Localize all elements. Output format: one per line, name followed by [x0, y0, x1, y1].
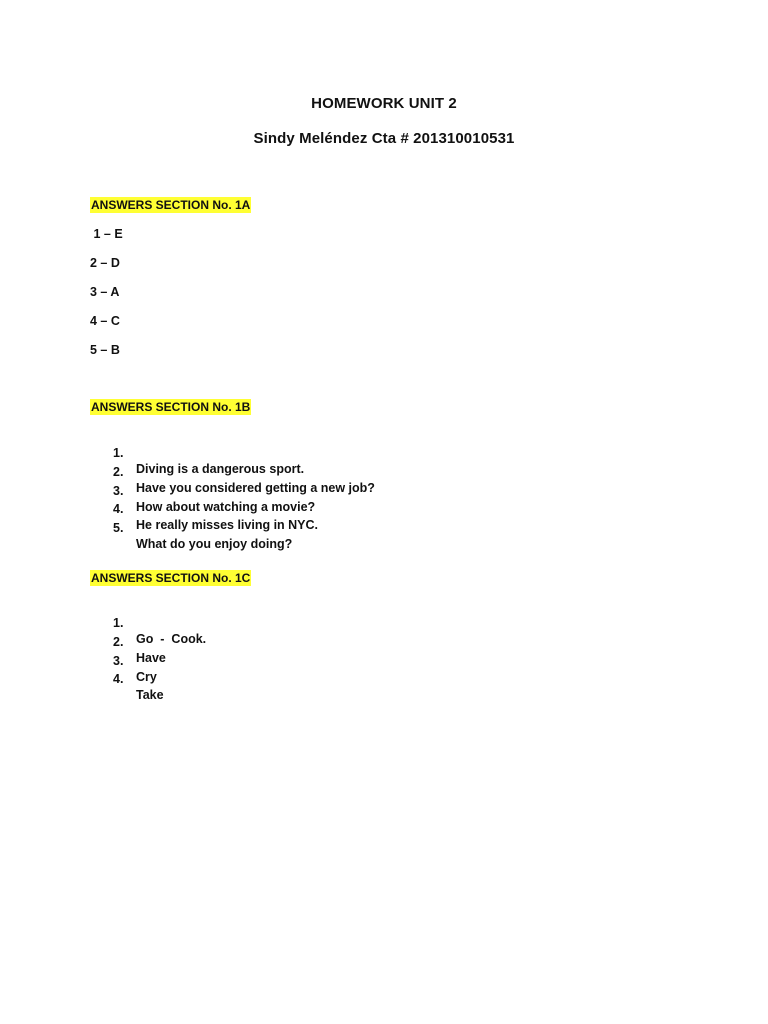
list-item-text: What do you enjoy doing?: [136, 537, 293, 552]
list-item-number: 4.: [113, 502, 124, 517]
list-item-text: He really misses living in NYC.: [136, 518, 319, 533]
list-item-number: 2.: [113, 634, 124, 649]
list-item-text: Diving is a dangerous sport.: [136, 462, 305, 476]
section-1c-heading: ANSWERS SECTION No. 1C: [91, 571, 251, 585]
section-1b-list: [0, 429, 375, 552]
list-item-text: How about watching a movie?: [136, 499, 316, 514]
section-1a-heading: ANSWERS SECTION No. 1A: [91, 198, 251, 212]
section-1b-heading: ANSWERS SECTION No. 1B: [91, 400, 251, 414]
list-item: [0, 429, 305, 476]
list-item: [0, 599, 207, 646]
answer-1a-4: 4 – C: [90, 314, 120, 328]
answer-1a-2: 2 – D: [90, 256, 120, 270]
list-item: [0, 618, 166, 665]
list-item-number: 4.: [113, 672, 124, 687]
list-item-text: Have you considered getting a new job?: [136, 480, 375, 495]
list-item-number: 1.: [113, 616, 124, 630]
answer-1a-3: 3 – A: [90, 285, 120, 299]
list-item-number: 3.: [113, 483, 124, 498]
page-subtitle: Sindy Meléndez Cta # 201310010531: [253, 130, 515, 147]
list-item-text: Take: [136, 688, 164, 703]
list-item-text: Go - Cook.: [136, 632, 207, 646]
page-title: HOMEWORK UNIT 2: [311, 95, 457, 112]
list-item-number: 2.: [113, 464, 124, 479]
list-item-number: 5.: [113, 521, 124, 536]
list-item-text: Cry: [136, 669, 157, 684]
answer-1a-5: 5 – B: [90, 343, 120, 357]
list-item-number: 1.: [113, 446, 124, 460]
list-item-text: Have: [136, 650, 166, 665]
answer-1a-1: 1 – E: [90, 227, 123, 241]
list-item-number: 3.: [113, 653, 124, 668]
section-1c-list: [0, 599, 207, 703]
